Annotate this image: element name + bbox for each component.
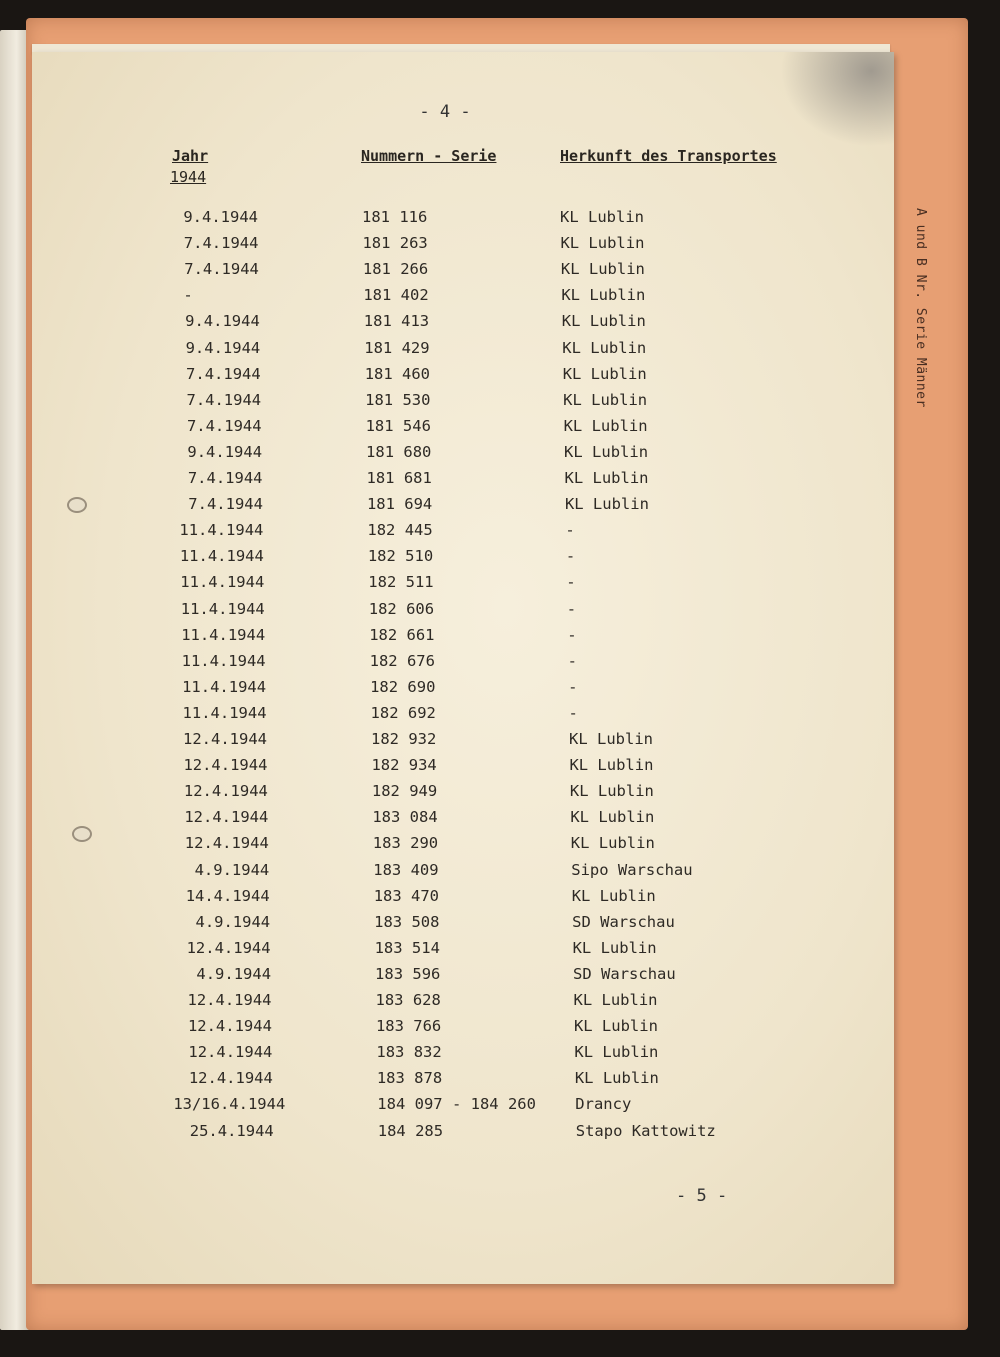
row-origin: SD Warschau bbox=[573, 964, 676, 983]
row-date: 11.4.1944 bbox=[181, 651, 266, 670]
row-number: 181 460 bbox=[364, 364, 431, 383]
row-number: 183 766 bbox=[375, 1017, 442, 1036]
table-row bbox=[0, 834, 1000, 860]
row-origin: - bbox=[568, 677, 578, 696]
row-number: 182 692 bbox=[370, 703, 436, 722]
row-date: 7.4.1944 bbox=[186, 390, 262, 409]
row-date: 9.4.1944 bbox=[185, 312, 260, 331]
row-number: 183 508 bbox=[374, 912, 440, 931]
row-date: 12.4.1944 bbox=[187, 991, 272, 1009]
row-origin: KL Lublin bbox=[574, 1069, 659, 1088]
row-number: 181 680 bbox=[366, 442, 432, 461]
row-origin: Drancy bbox=[575, 1095, 632, 1114]
row-number: 181 402 bbox=[363, 286, 429, 305]
row-origin: KL Lublin bbox=[563, 390, 648, 409]
page-number: - 4 - bbox=[419, 102, 471, 122]
row-number: 183 628 bbox=[375, 991, 441, 1009]
row-origin: KL Lublin bbox=[561, 286, 646, 305]
row-date: 11.4.1944 bbox=[179, 521, 264, 540]
row-date: 12.4.1944 bbox=[186, 938, 271, 957]
row-origin: - bbox=[566, 599, 577, 618]
table-row bbox=[0, 939, 1000, 965]
row-number: 183 832 bbox=[376, 1043, 442, 1062]
table-row bbox=[0, 730, 1000, 756]
row-number: 184 285 bbox=[377, 1121, 444, 1140]
row-number: 182 934 bbox=[371, 756, 437, 775]
row-number: 182 511 bbox=[368, 573, 434, 592]
row-origin: KL Lublin bbox=[561, 312, 646, 331]
row-number: 183 409 bbox=[373, 860, 439, 879]
table-row bbox=[0, 521, 1000, 547]
row-date: 11.4.1944 bbox=[180, 599, 265, 618]
column-header-year-value: 1944 bbox=[170, 168, 207, 186]
row-date: 7.4.1944 bbox=[186, 364, 261, 383]
row-number: 183 878 bbox=[376, 1069, 443, 1088]
row-origin: SD Warschau bbox=[572, 912, 675, 931]
row-date: 12.4.1944 bbox=[183, 782, 268, 801]
row-number: 182 932 bbox=[371, 730, 437, 748]
row-number: 183 084 bbox=[372, 808, 438, 827]
table-row bbox=[0, 756, 1000, 782]
row-date: 11.4.1944 bbox=[180, 573, 265, 592]
row-origin: - bbox=[567, 625, 577, 644]
row-origin: KL Lublin bbox=[569, 782, 654, 801]
table-row bbox=[0, 417, 1000, 443]
row-number: 181 116 bbox=[362, 208, 428, 226]
row-date: 7.4.1944 bbox=[188, 495, 263, 514]
row-origin: KL Lublin bbox=[564, 495, 649, 514]
table-row bbox=[0, 286, 1000, 312]
row-number: 182 690 bbox=[370, 677, 436, 696]
row-date: 14.4.1944 bbox=[185, 886, 270, 905]
ink-smudge bbox=[780, 52, 894, 147]
row-date: 4.9.1944 bbox=[194, 860, 270, 879]
table-row bbox=[0, 678, 1000, 704]
row-origin: KL Lublin bbox=[573, 1017, 658, 1036]
row-date: 12.4.1944 bbox=[187, 1017, 272, 1036]
row-origin: KL Lublin bbox=[562, 364, 647, 383]
table-row bbox=[0, 652, 1000, 678]
row-origin: - bbox=[568, 703, 578, 722]
row-number: 181 546 bbox=[365, 416, 431, 435]
row-origin: - bbox=[567, 651, 577, 670]
row-date: 7.4.1944 bbox=[183, 234, 259, 253]
table-row bbox=[0, 234, 1000, 260]
table-row bbox=[0, 1122, 1000, 1148]
row-date: 11.4.1944 bbox=[182, 703, 267, 722]
row-origin: - bbox=[566, 573, 576, 592]
row-date: 11.4.1944 bbox=[182, 677, 267, 696]
table-row bbox=[0, 208, 1000, 234]
row-origin: KL Lublin bbox=[560, 234, 645, 253]
table-row bbox=[0, 1043, 1000, 1069]
table-row bbox=[0, 1095, 1000, 1121]
row-date: 12.4.1944 bbox=[183, 730, 267, 748]
table-row bbox=[0, 808, 1000, 834]
row-origin: KL Lublin bbox=[564, 442, 649, 461]
row-number: 181 530 bbox=[365, 390, 431, 409]
row-origin: KL Lublin bbox=[570, 808, 655, 827]
row-date: 7.4.1944 bbox=[187, 469, 263, 487]
row-origin: - bbox=[565, 521, 575, 540]
row-number: 181 263 bbox=[362, 234, 428, 253]
row-origin: KL Lublin bbox=[560, 260, 645, 279]
row-number: 182 510 bbox=[367, 547, 434, 566]
row-number: 181 413 bbox=[363, 312, 430, 331]
row-number: 184 097 - 184 260 bbox=[377, 1095, 536, 1114]
row-origin: KL Lublin bbox=[569, 730, 653, 748]
row-number: 182 661 bbox=[369, 625, 435, 644]
row-date: - bbox=[183, 286, 193, 305]
row-date: 12.4.1944 bbox=[183, 756, 268, 775]
table-row bbox=[0, 573, 1000, 599]
row-origin: KL Lublin bbox=[564, 469, 649, 487]
table-row bbox=[0, 600, 1000, 626]
table-row bbox=[0, 391, 1000, 417]
column-header-year: Jahr bbox=[172, 147, 209, 165]
table-row bbox=[0, 312, 1000, 338]
row-number: 182 606 bbox=[368, 599, 435, 618]
table-row bbox=[0, 1069, 1000, 1095]
row-origin: KL Lublin bbox=[562, 338, 647, 357]
row-date: 11.4.1944 bbox=[179, 547, 264, 566]
row-origin: KL Lublin bbox=[563, 416, 648, 435]
row-date: 25.4.1944 bbox=[189, 1121, 274, 1140]
row-date: 7.4.1944 bbox=[186, 416, 262, 435]
table-row bbox=[0, 887, 1000, 913]
row-number: 183 290 bbox=[372, 834, 439, 853]
row-date: 12.4.1944 bbox=[184, 808, 269, 827]
row-number: 182 949 bbox=[371, 782, 438, 801]
row-date: 11.4.1944 bbox=[181, 625, 266, 644]
column-header-origin: Herkunft des Transportes bbox=[560, 147, 777, 165]
row-origin: KL Lublin bbox=[570, 834, 655, 853]
row-date: 12.4.1944 bbox=[188, 1069, 273, 1088]
row-date: 12.4.1944 bbox=[188, 1043, 273, 1062]
column-header-series: Nummern - Serie bbox=[361, 147, 497, 165]
row-date: 9.4.1944 bbox=[187, 442, 263, 461]
table-row bbox=[0, 443, 1000, 469]
row-date: 4.9.1944 bbox=[196, 964, 272, 983]
table-row bbox=[0, 965, 1000, 991]
row-number: 183 470 bbox=[373, 886, 440, 905]
table-row bbox=[0, 495, 1000, 521]
table-row bbox=[0, 547, 1000, 573]
table-row bbox=[0, 782, 1000, 808]
table-row bbox=[0, 626, 1000, 652]
table-row bbox=[0, 704, 1000, 730]
row-origin: KL Lublin bbox=[574, 1043, 659, 1062]
row-date: 4.9.1944 bbox=[195, 912, 271, 931]
next-page-marker: - 5 - bbox=[676, 1186, 728, 1206]
table-row bbox=[0, 991, 1000, 1017]
row-number: 183 596 bbox=[375, 964, 441, 983]
row-origin: KL Lublin bbox=[572, 938, 657, 957]
row-number: 181 429 bbox=[364, 338, 430, 357]
row-number: 182 445 bbox=[367, 521, 433, 540]
table-row bbox=[0, 913, 1000, 939]
row-origin: KL Lublin bbox=[571, 886, 656, 905]
folder-side-label: A und B Nr. Serie Männer bbox=[913, 208, 928, 408]
row-number: 181 266 bbox=[362, 260, 429, 279]
table-row bbox=[0, 365, 1000, 391]
row-date: 9.4.1944 bbox=[185, 338, 261, 357]
row-date: 12.4.1944 bbox=[184, 834, 269, 853]
row-number: 182 676 bbox=[369, 651, 435, 670]
table-row bbox=[0, 1017, 1000, 1043]
row-number: 181 681 bbox=[366, 469, 432, 487]
row-number: 183 514 bbox=[374, 938, 440, 957]
row-origin: KL Lublin bbox=[569, 756, 654, 775]
row-number: 181 694 bbox=[366, 495, 433, 514]
row-date: 13/16.4.1944 bbox=[173, 1095, 286, 1114]
row-origin: Stapo Kattowitz bbox=[575, 1121, 716, 1140]
row-origin: KL Lublin bbox=[560, 208, 644, 226]
table-row bbox=[0, 469, 1000, 495]
row-date: 9.4.1944 bbox=[183, 208, 258, 226]
row-date: 7.4.1944 bbox=[184, 260, 259, 279]
table-row bbox=[0, 339, 1000, 365]
table-row bbox=[0, 861, 1000, 887]
row-origin: Sipo Warschau bbox=[571, 860, 693, 879]
table-row bbox=[0, 260, 1000, 286]
row-origin: - bbox=[565, 547, 576, 566]
row-origin: KL Lublin bbox=[573, 991, 658, 1009]
